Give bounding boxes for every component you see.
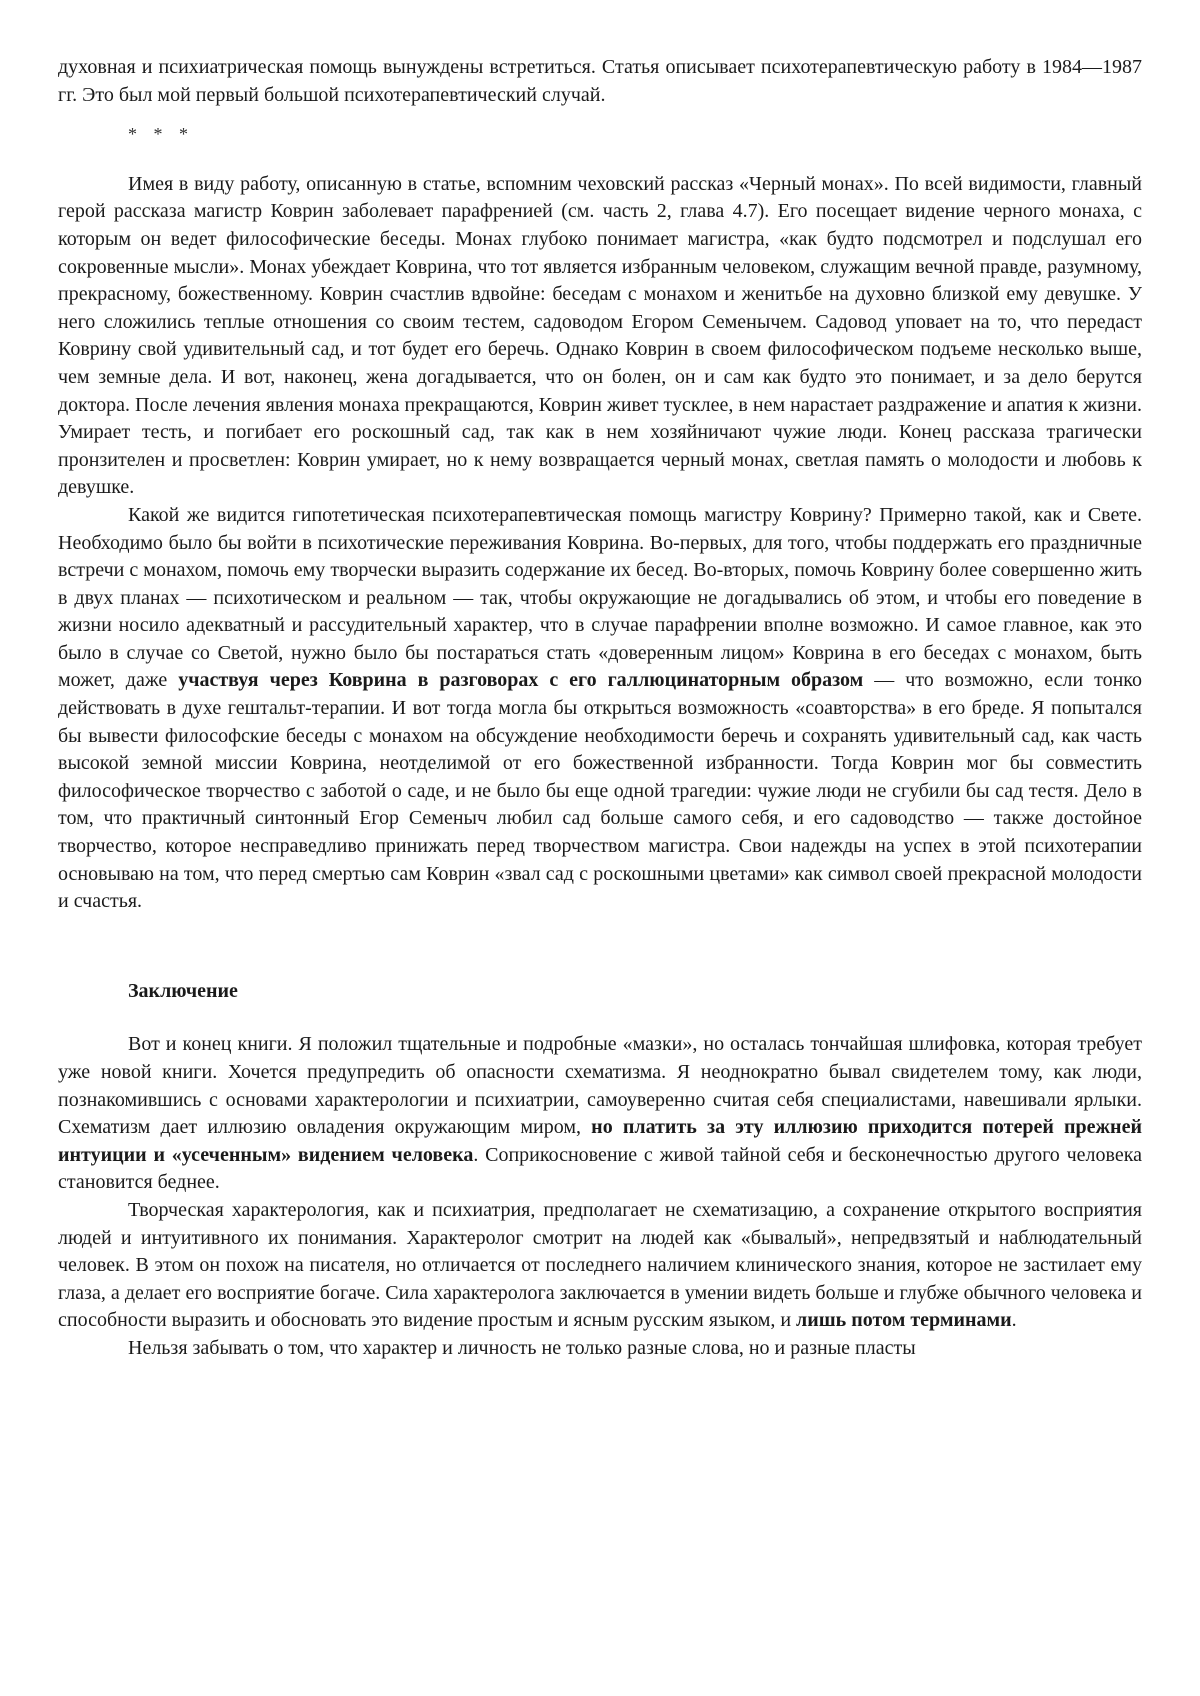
section-heading-conclusion: Заключение [128, 979, 238, 1002]
paragraph-conclusion-schematism [58, 1031, 1142, 1197]
paragraph-creative-characterology [58, 1197, 1142, 1335]
bold-emphasis: лишь потом терминами [796, 1309, 1012, 1332]
paragraph-text: Какой же видится гипотетическая психотерапевтическая помощь магистру Коврину? Примерно такой, как и Свете. Необходимо было бы войти в психотические переживания Коврина. Во-первых, для того, чтобы поддержать его праздничные встречи с монахом, помочь ему творчески выразить содержание их бесед. Во-вторых, помочь Коврину более совершенно жить в двух планах — психотическом и реальном — так, чтобы окружающие не догадывались об этом, и чтобы его поведение в жизни носило адекватный и рассудительный характер, что в случае парафрении вполне возможно. И самое главное, как это было в случае со Светой, нужно было бы постараться стать «доверенным лицом» Коврина в его беседах с монахом, быть может, даже [58, 503, 1142, 692]
paragraph-black-monk-summary: Имея в виду работу, описанную в статье, вспомним чеховский рассказ «Черный монах». По всей видимости, главный герой рассказа магистр Коврин заболевает парафренией (см. часть 2, глава 4.7). Его посещает видение черного монаха, с которым он ведет философические беседы. Монах глубоко понимает магистра, «как будто подсмотрел и подслушал его сокровенные мысли». Монах убеждает Коврина, что тот является избранным человеком, служащим вечной правде, разумному, прекрасному, божественному. Коврин счастлив вдвойне: беседам с монахом и женитьбе на духовно близкой ему девушке. У него сложились теплые отношения со своим тестем, садоводом Егором Семенычем. Садовод уповает на то, что передаст Коврину свой удивительный сад, и тот будет его беречь. Однако Коврин в своем философическом подъеме несколько выше, чем земные дела. И вот, наконец, жена догадывается, что он болен, он и сам как будто это понимает, и за дело берутся доктора. После лечения явления монаха прекращаются, Коврин живет тусклее, в нем нарастает раздражение и апатия к жизни. Умирает тесть, и погибает его роскошный сад, так как в нем хозяйничают чужие люди. Конец рассказа трагически пронзителен и просветлен: Коврин умирает, но к нему возвращается черный монах, светлая память о молодости и любовь к девушке. [58, 172, 1142, 499]
bold-emphasis: но платить за эту иллюзию приходится потерей прежней интуиции и «усеченным» видением человека [58, 1116, 1142, 1166]
section-separator-stars: * * * [128, 124, 194, 145]
paragraph-hypothetical-therapy [58, 502, 1142, 916]
paragraph-text: . Соприкосновение с живой тайной себя и бесконечностью другого человека становится беднее. [58, 1143, 1142, 1194]
document-page [58, 54, 1142, 1363]
paragraph-text: . [1011, 1309, 1017, 1332]
paragraph-intro-continuation: духовная и психиатрическая помощь вынуждены встретиться. Статья описывает психотерапевтическую работу в 1984—1987 гг. Это был мой первый большой психотерапевтический случай. [58, 56, 1142, 106]
paragraph-text: Вот и конец книги. Я положил тщательные и подробные «мазки», но осталась тончайшая шлифовка, которая требует уже новой книги. Хочется предупредить об опасности схематизма. Я неоднократно бывал свидетелем тому, как люди, познакомившись с основами характерологии и психиатрии, самоуверенно считая себя специалистами, навешивали ярлыки. Схематизм дает иллюзию овладения окружающим миром, [58, 1033, 1142, 1139]
bold-emphasis: участвуя через Коврина в разговорах с его галлюцинаторным образом [178, 669, 864, 692]
paragraph-character-personality: Нельзя забывать о том, что характер и личность не только разные слова, но и разные пласты [128, 1336, 916, 1359]
paragraph-text: Творческая характерология, как и психиатрия, предполагает не схематизацию, а сохранение открытого восприятия людей и интуитивного их понимания. Характеролог смотрит на людей как «бывалый», непредвзятый и наблюдательный человек. В этом он похож на писателя, но отличается от последнего наличием клинического знания, которое не застилает ему глаза, а делает его восприятие богаче. Сила характеролога заключается в умении видеть больше и глубже обычного человека и способности выразить и обосновать это видение простым и ясным русским языком, и [58, 1198, 1142, 1332]
paragraph-text: — что возможно, если тонко действовать в духе гештальт-терапии. И вот тогда могла бы открыться возможность «соавторства» в его бреде. Я попытался бы вывести философские беседы с монахом на обсуждение необходимости беречь и сохранять удивительный сад, как часть высокой земной миссии Коврина, неотделимой от его божественной избранности. Тогда Коврин мог бы совместить философическое творчество с заботой о саде, и не было бы еще одной трагедии: чужие люди не сгубили бы сад тестя. Дело в том, что практичный синтонный Егор Семеныч любил сад больше самого себя, и его садоводство — также достойное творчество, которое несправедливо принижать перед творчеством магистра. Свои надежды на успех в этой психотерапии основываю на том, что перед смертью сам Коврин «звал сад с роскошными цветами» как символ своей прекрасной молодости и счастья. [58, 669, 1142, 913]
